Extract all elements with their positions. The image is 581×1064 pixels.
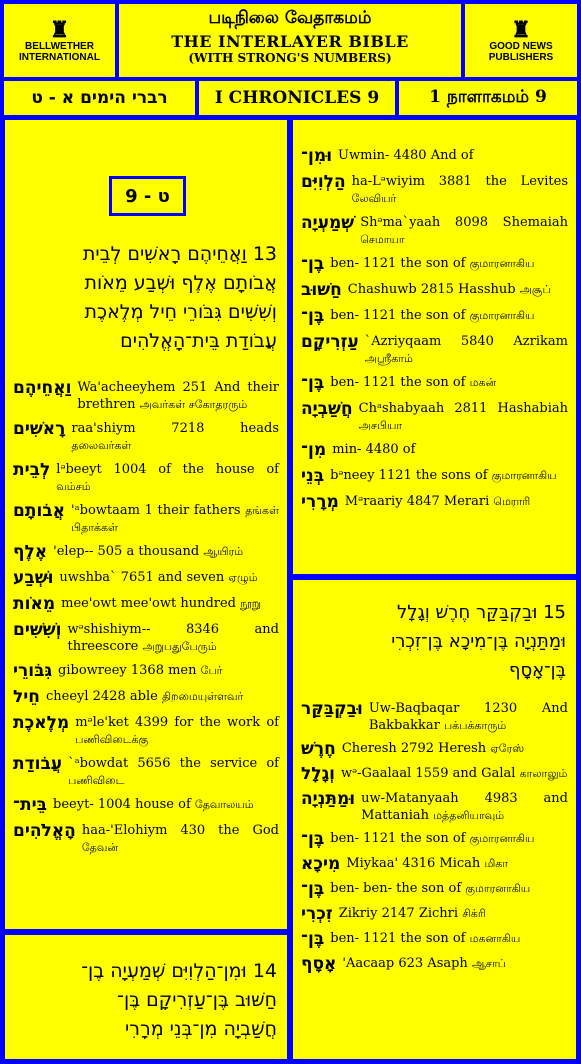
word-gloss	[330, 466, 557, 484]
verse-line: אֲבֹותָם אֶלֶף וּשְׁבַע מֵאֹות	[84, 272, 277, 294]
hebrew-word: חֲשַׁבְיָה	[301, 399, 353, 419]
word-gloss	[360, 213, 568, 248]
tamil-gloss: குமாரனாகிய	[465, 882, 531, 895]
english-gloss: Zikriy 2147 Zichri	[338, 906, 459, 921]
word-entry	[293, 492, 576, 512]
english-gloss: 'Aacaap 623 Asaph	[342, 956, 468, 971]
word-entry	[5, 501, 287, 536]
tamil-gloss: பக்பக்காரும்	[443, 719, 507, 732]
tamil-gloss: ஏரேஸ்	[490, 742, 525, 755]
tamil-gloss: நூறு	[240, 597, 261, 610]
hebrew-word: בֶּן־	[301, 306, 325, 326]
logo-right-line2: PUBLISHERS	[488, 51, 554, 63]
word-entry	[5, 687, 287, 707]
word-list	[293, 699, 576, 974]
word-entry	[293, 466, 576, 486]
hebrew-word: אֶלֶף	[13, 542, 48, 562]
word-entry	[293, 213, 576, 248]
word-gloss	[348, 280, 551, 298]
chapter-marker: ט - 9	[109, 176, 186, 216]
english-gloss: ha-Lᵊwiyim 3881 the Levites	[351, 174, 568, 189]
tamil-gloss: தேவாலயம்	[194, 798, 254, 811]
tamil-gloss: அசூப்	[519, 283, 551, 296]
tamil-gloss: மிகா	[484, 857, 509, 870]
word-gloss	[359, 399, 568, 434]
hebrew-word: לְבֵית	[13, 460, 51, 480]
word-gloss	[59, 568, 257, 586]
english-gloss: min- 4480 of	[332, 442, 416, 457]
hebrew-word: עֲבֹודַת	[13, 754, 63, 774]
english-gloss: beeyt- 1004 house of	[53, 797, 191, 812]
word-gloss	[342, 954, 505, 972]
word-gloss	[330, 929, 520, 947]
word-gloss	[342, 739, 524, 757]
english-gloss: uw-Matanyaah 4983 and Mattaniah	[361, 791, 568, 823]
tamil-gloss: வம்சம்	[56, 480, 91, 493]
word-gloss	[339, 904, 486, 922]
english-gloss: Miykaa' 4316 Micah	[346, 856, 481, 871]
hebrew-word: בֶּן־	[301, 829, 325, 849]
tamil-gloss: மகன்	[469, 376, 497, 389]
word-gloss	[82, 821, 279, 856]
tamil-gloss: செமாயா	[360, 233, 405, 246]
hebrew-word: הָאֱלֹהִים	[13, 821, 76, 841]
bellwether-logo	[2, 2, 117, 79]
hebrew-word: וּמִן־	[301, 146, 333, 166]
word-gloss	[67, 620, 279, 655]
word-entry	[293, 332, 576, 367]
hebrew-word: בֶן־	[301, 254, 325, 274]
hebrew-word: בֶּן־	[301, 373, 325, 393]
english-gloss: Uw-Baqbaqar 1230 And Bakbakkar	[368, 701, 568, 733]
hebrew-word: מְרָרִי	[301, 492, 339, 512]
tamil-gloss: தங்கள் பிதாக்கள்	[71, 504, 279, 534]
title-subtitle: (WITH STRONG'S NUMBERS)	[188, 51, 392, 65]
word-entry	[293, 954, 576, 974]
word-gloss	[338, 146, 474, 164]
english-gloss: uwshba` 7651 and seven	[59, 570, 225, 585]
hebrew-word: חַשּׁוּב	[301, 280, 342, 300]
word-entry	[293, 929, 576, 949]
tamil-gloss: தலைவர்கள்	[71, 439, 132, 452]
right-top-column	[290, 117, 579, 577]
english-gloss: ben- 1121 the son of	[330, 256, 466, 271]
english-gloss: ben- ben- the son of	[330, 881, 462, 896]
hebrew-word: רָאשִׁים	[13, 419, 66, 439]
english-gloss: Chᵃshabyaah 2811 Hashabiah	[358, 401, 568, 416]
tamil-gloss: அவர்கள் சகோதரரும்	[139, 398, 248, 411]
word-entry	[293, 879, 576, 899]
word-gloss	[75, 713, 279, 748]
english-gloss: Mᵊraariy 4847 Merari	[344, 494, 490, 509]
word-entry	[293, 440, 576, 460]
english-gloss: 'ᵃbowtaam 1 their fathers	[71, 503, 241, 518]
right-bottom-column	[290, 577, 579, 1062]
hebrew-word: מְלֶאכֶת	[13, 713, 70, 733]
english-gloss: Uwmin- 4480 And of	[338, 148, 474, 163]
word-entry	[293, 739, 576, 759]
english-gloss: haa-'Elohiym 430 the God	[81, 823, 279, 838]
word-entry	[5, 620, 287, 655]
english-gloss: mee'owt mee'owt hundred	[61, 596, 237, 611]
word-gloss	[361, 789, 568, 824]
word-entry	[293, 373, 576, 393]
word-gloss	[68, 754, 279, 789]
word-entry	[5, 713, 287, 748]
word-entry	[5, 460, 287, 495]
word-gloss	[365, 332, 568, 367]
verse-line: חַשּׁוּב בֶּן־עַזְרִיקָם בֶּן־	[117, 989, 277, 1011]
word-gloss	[53, 542, 243, 560]
tamil-gloss: காலாலும்	[519, 767, 568, 780]
tamil-gloss: மெராரி	[493, 495, 531, 508]
hebrew-word: חֶרֶשׁ	[301, 739, 336, 759]
hebrew-word: וְגָלָל	[301, 764, 335, 784]
verse-line: חֲשַׁבְיָה מִן־בְּנֵי מְרָרִי	[125, 1018, 277, 1040]
hebrew-word: מֵאֹות	[13, 594, 56, 614]
word-entry	[5, 754, 287, 789]
word-entry	[293, 699, 576, 734]
english-gloss: gibowreey 1368 men	[58, 663, 197, 678]
logo-right-line1: GOOD NEWS	[489, 40, 553, 52]
hebrew-word: עַזְרִיקָם	[301, 332, 359, 352]
word-entry	[293, 280, 576, 300]
tamil-gloss: குமாரனாகிய	[469, 832, 535, 845]
word-gloss	[53, 795, 254, 813]
tamil-gloss: பேர்	[200, 664, 223, 677]
hebrew-word: מִיכָא	[301, 854, 341, 874]
word-gloss	[58, 661, 222, 679]
title-english: THE INTERLAYER BIBLE	[171, 32, 409, 51]
word-entry	[293, 172, 576, 207]
logo-figure-icon: ♜	[511, 16, 531, 42]
word-list	[293, 146, 576, 512]
tamil-gloss: மகனாகிய	[469, 932, 521, 945]
english-gloss: Chashuwb 2815 Hasshub	[347, 282, 516, 297]
word-entry	[293, 829, 576, 849]
english-gloss: raa'shiym 7218 heads	[71, 421, 279, 436]
english-gloss: lᵊbeeyt 1004 of the house of	[56, 462, 279, 477]
header-english: I CHRONICLES 9	[197, 79, 397, 117]
english-gloss: ben- 1121 the son of	[330, 308, 466, 323]
english-gloss: `Azriyqaam 5840 Azrikam	[364, 334, 568, 349]
english-gloss: bᵊneey 1121 the sons of	[330, 468, 488, 483]
word-entry	[293, 904, 576, 924]
tamil-gloss: சிக்ரி	[462, 907, 486, 920]
verse-line: וְשִׁשִּׁים גִּבֹּורֵי חֵיל מְלֶאכֶת	[84, 301, 277, 323]
left-verse-14	[2, 932, 290, 1062]
word-entry	[293, 764, 576, 784]
word-entry	[5, 795, 287, 815]
word-gloss	[46, 687, 243, 705]
hebrew-word: בֶּן־	[301, 879, 325, 899]
tamil-gloss: குமாரனாகிய	[491, 469, 557, 482]
word-gloss	[71, 501, 279, 536]
hebrew-word: וּמַתַּנְיָה	[301, 789, 356, 809]
english-gloss: ben- 1121 the son of	[330, 931, 466, 946]
hebrew-word: אֲבֹותָם	[13, 501, 66, 521]
hebrew-word: וְשִׁשִּׁים	[13, 620, 62, 640]
english-gloss: Shᵊma`yaah 8098 Shemaiah	[360, 215, 568, 230]
word-gloss	[332, 440, 415, 458]
tamil-gloss: குமாரனாகிய	[469, 257, 535, 270]
logo-left-line1: BELLWETHER	[25, 40, 94, 52]
english-gloss: wᵊ-Gaalaal 1559 and Galal	[341, 766, 516, 781]
word-entry	[5, 568, 287, 588]
hebrew-word: הַלְוִיִּם	[301, 172, 346, 192]
tamil-gloss: ஆயிரம்	[203, 545, 244, 558]
hebrew-word: בֶּן־	[301, 929, 325, 949]
word-gloss	[346, 854, 508, 872]
word-gloss	[345, 492, 530, 510]
verse-14-hebrew	[5, 957, 287, 1044]
word-gloss	[71, 419, 279, 454]
word-gloss	[330, 306, 534, 324]
word-entry	[5, 594, 287, 614]
word-gloss	[330, 254, 534, 272]
english-gloss: Cheresh 2792 Heresh	[341, 741, 487, 756]
english-gloss: cheeyl 2428 able	[45, 689, 158, 704]
tamil-gloss: ஏழும்	[228, 571, 258, 584]
tamil-gloss: ஆசாப்	[471, 957, 506, 970]
hebrew-word: בְּנֵי	[301, 466, 325, 486]
english-gloss: Wa'acheeyhem 251 And their brethren	[77, 380, 279, 412]
hebrew-word: זִכְרִי	[301, 904, 333, 924]
good-news-logo	[463, 2, 579, 79]
word-entry	[293, 254, 576, 274]
title-block	[117, 2, 463, 79]
english-gloss: ben- 1121 the son of	[330, 831, 466, 846]
verse-line: וּמַתַּנְיָה בֶּן־מִיכָא בֶּן־זִכְרִי	[391, 631, 566, 652]
word-gloss	[352, 172, 568, 207]
header-hebrew: רברי הימים א - ט	[2, 79, 197, 117]
logo-figure-icon: ♜	[49, 16, 70, 42]
hebrew-word: וּשְׁבַע	[13, 568, 54, 588]
word-gloss	[341, 764, 567, 782]
tamil-gloss: லேவியர்	[351, 192, 397, 205]
word-gloss	[56, 460, 279, 495]
word-gloss	[369, 699, 568, 734]
tamil-gloss: அஸ்ரீகாம்	[364, 352, 413, 365]
tamil-gloss: பணிவிடைக்கு	[75, 733, 149, 746]
tamil-gloss: அசபியா	[358, 419, 403, 432]
tamil-gloss: அறுபதுபேரும்	[142, 640, 217, 653]
hebrew-word: וַאֲחֵיהֶם	[13, 378, 72, 398]
hebrew-word: מִן־	[301, 440, 327, 460]
tamil-gloss: தேவன்	[81, 841, 119, 854]
left-column	[2, 117, 290, 932]
tamil-gloss: திறமையுள்ளவர்	[161, 690, 244, 703]
word-entry	[293, 854, 576, 874]
word-entry	[293, 146, 576, 166]
title-tamil: படிநிலை வேதாகமம்	[208, 8, 372, 28]
tamil-gloss: மத்தனியாவும்	[433, 809, 505, 822]
hebrew-word: בֵּית־	[13, 795, 48, 815]
hebrew-word: אָסָף	[301, 954, 337, 974]
header-tamil: 1 நாளாகமம் 9	[397, 79, 579, 117]
verse-line: עֲבֹודַת בֵּית־הָאֱלֹהִים	[120, 330, 277, 352]
word-gloss	[77, 378, 279, 413]
verse-15-hebrew	[293, 598, 576, 685]
tamil-gloss: பணிவிடை	[68, 774, 125, 787]
word-entry	[5, 661, 287, 681]
word-entry	[293, 306, 576, 326]
hebrew-word: וּבַקְבַּקַּר	[301, 699, 363, 719]
word-gloss	[61, 594, 261, 612]
english-gloss: `ᵃbowdat 5656 the service of	[68, 756, 279, 771]
tamil-gloss: குமாரனாகிய	[469, 309, 535, 322]
word-gloss	[330, 879, 530, 897]
verse-line: 13 וַאֲחֵיהֶם רָאשִׁים לְבֵית	[82, 243, 277, 265]
logo-left-line2: INTERNATIONAL	[19, 51, 100, 63]
word-list	[5, 378, 287, 856]
word-gloss	[330, 829, 534, 847]
word-entry	[293, 399, 576, 434]
word-entry	[5, 378, 287, 413]
verse-13-hebrew	[5, 240, 287, 356]
verse-line: בֶּן־אָסָף	[508, 660, 566, 681]
english-gloss: wᵊshishiym-- 8346 and threescore	[67, 622, 279, 654]
verse-line: 14 וּמִן־הַלְוִיִּם שְׁמַעְיָה בֶן־	[81, 960, 277, 982]
english-gloss: ben- 1121 the son of	[330, 375, 466, 390]
hebrew-word: גִּבֹּורֵי	[13, 661, 53, 681]
word-gloss	[330, 373, 496, 391]
word-entry	[293, 789, 576, 824]
word-entry	[5, 419, 287, 454]
word-entry	[5, 821, 287, 856]
hebrew-word: חֵיל	[13, 687, 40, 707]
english-gloss: mᵊle'ket 4399 for the work of	[75, 715, 279, 730]
english-gloss: 'elep-- 505 a thousand	[53, 544, 200, 559]
verse-line: 15 וּבַקְבַּקַּר חֶרֶשׁ וְגָלָל	[397, 602, 566, 623]
word-entry	[5, 542, 287, 562]
hebrew-word: שְׁמַעְיָה	[301, 213, 355, 233]
